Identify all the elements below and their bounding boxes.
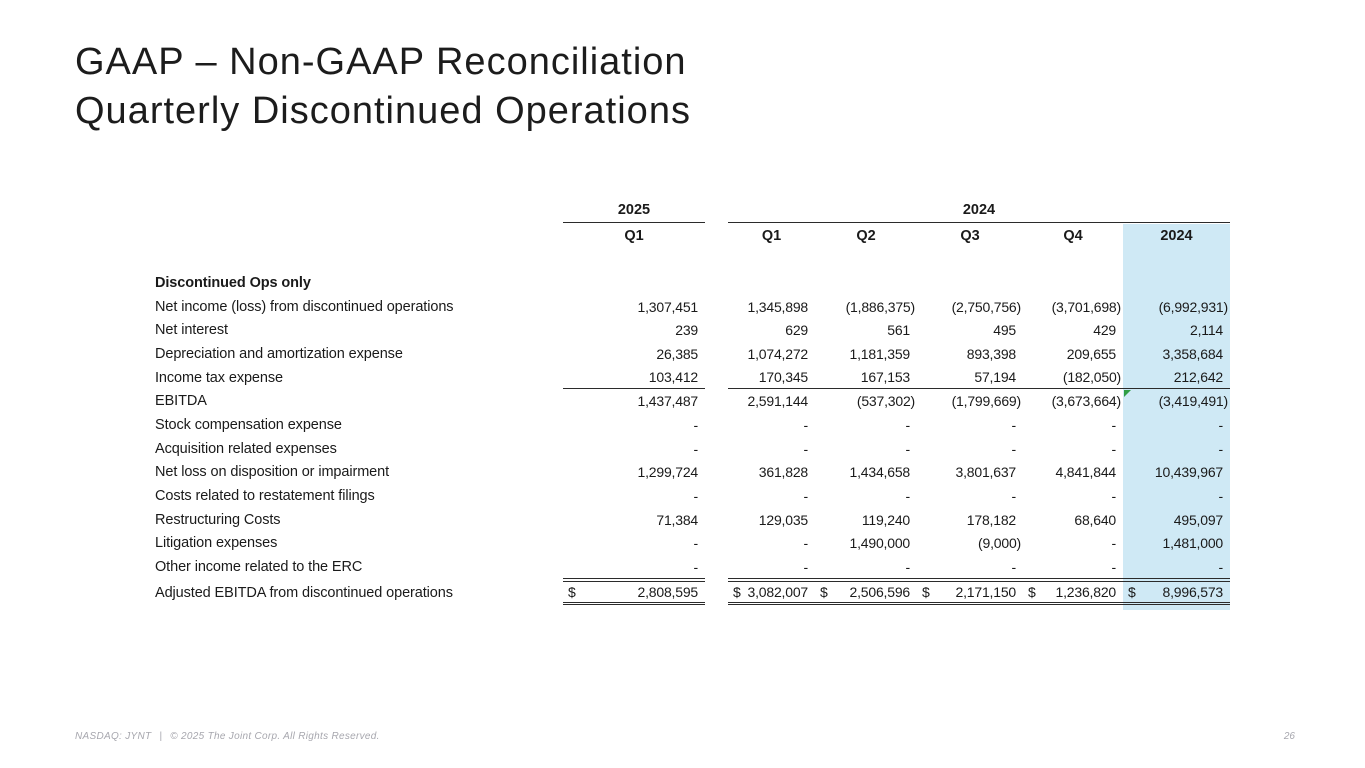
table-row <box>155 295 1230 319</box>
table-row <box>155 413 1230 437</box>
cell-value <box>1023 271 1123 295</box>
row-label: Restructuring Costs <box>155 511 281 528</box>
cell-value: (3,419,491) <box>1123 389 1230 413</box>
page-number: 26 <box>1283 731 1295 742</box>
year-group-2024: 2024 <box>728 198 1230 223</box>
cell-value: 1,181,359 <box>849 345 910 362</box>
year-group-header-row <box>155 198 1230 223</box>
cell-value: 1,437,487 <box>637 393 698 410</box>
reconciliation-table <box>155 198 1230 605</box>
cell-value: 57,194 <box>917 366 1023 390</box>
cell-value <box>917 581 1023 605</box>
cell-value: - <box>1111 416 1116 433</box>
row-label: Costs related to restatement filings <box>155 488 375 505</box>
cell-value <box>1123 271 1230 295</box>
cell-number: 1,236,820 <box>1055 583 1116 600</box>
table-row <box>155 366 1230 390</box>
cell-value <box>815 271 917 295</box>
footer-ticker: NASDAQ: JYNT <box>75 731 152 742</box>
cell-value <box>563 581 705 605</box>
cell-value <box>1123 581 1230 605</box>
footer-rights: © 2025 The Joint Corp. All Rights Reserved. <box>170 731 380 742</box>
table-row <box>155 581 1230 605</box>
cell-value: 893,398 <box>966 345 1016 362</box>
cell-value: 1,434,658 <box>849 464 910 481</box>
table-row <box>155 532 1230 556</box>
cell-value: - <box>1111 488 1116 505</box>
cell-value <box>1023 581 1123 605</box>
cell-value: 495 <box>993 322 1016 339</box>
cell-value: 170,345 <box>728 366 815 390</box>
cell-value <box>563 271 705 295</box>
cell-value <box>728 271 815 295</box>
cell-value: - <box>693 440 698 457</box>
cell-value: 2,114 <box>1190 322 1223 339</box>
footer-divider: | <box>159 731 163 742</box>
row-label: Litigation expenses <box>155 535 278 552</box>
cell-value: 2,591,144 <box>747 393 808 410</box>
title-line-1: GAAP – Non-GAAP Reconciliation <box>75 41 687 83</box>
cell-number: 3,082,007 <box>747 583 808 600</box>
cell-value: 1,345,898 <box>747 298 808 315</box>
cell-value: - <box>803 488 808 505</box>
currency-symbol: $ <box>568 583 576 600</box>
table-row <box>155 461 1230 485</box>
currency-symbol: $ <box>922 583 930 600</box>
table-row <box>155 437 1230 461</box>
cell-value: - <box>905 416 910 433</box>
table-spacer <box>155 249 1230 271</box>
cell-value: - <box>693 535 698 552</box>
cell-value: 629 <box>785 322 808 339</box>
title-line-2: Quarterly Discontinued Operations <box>75 90 691 132</box>
cell-value: - <box>1111 440 1116 457</box>
table-row <box>155 318 1230 342</box>
cell-value: 429 <box>1093 322 1116 339</box>
currency-symbol: $ <box>1128 583 1136 600</box>
cell-value <box>917 271 1023 295</box>
cell-value: 178,182 <box>966 511 1016 528</box>
cell-number: 2,506,596 <box>849 583 910 600</box>
column-header: Q4 <box>1063 228 1083 244</box>
cell-value: - <box>693 416 698 433</box>
cell-value: 10,439,967 <box>1154 464 1223 481</box>
cell-value: - <box>815 555 917 579</box>
cell-number: 2,171,150 <box>955 583 1016 600</box>
cell-value: (537,302) <box>856 393 915 410</box>
page-title <box>75 38 691 136</box>
column-header-2024-total: 2024 <box>1160 228 1193 244</box>
cell-value: 129,035 <box>758 511 808 528</box>
table-row <box>155 342 1230 366</box>
column-header: Q3 <box>960 228 980 244</box>
cell-value: 103,412 <box>563 366 705 390</box>
table-row <box>155 508 1230 532</box>
table-row <box>155 271 1230 295</box>
cell-value: 167,153 <box>815 366 917 390</box>
currency-symbol: $ <box>820 583 828 600</box>
year-group-2025: 2025 <box>563 198 705 223</box>
cell-value: - <box>1011 416 1016 433</box>
cell-value: - <box>1218 416 1223 433</box>
cell-value: 3,801,637 <box>955 464 1016 481</box>
cell-value: (1,886,375) <box>845 298 915 315</box>
cell-value: 1,481,000 <box>1162 535 1223 552</box>
row-label: Discontinued Ops only <box>155 274 311 291</box>
row-label: Net loss on disposition or impairment <box>155 464 390 481</box>
cell-value: - <box>803 416 808 433</box>
column-header: Q2 <box>856 228 876 244</box>
column-header: Q1 <box>761 228 782 244</box>
currency-symbol: $ <box>1028 583 1036 600</box>
cell-value: - <box>1023 555 1123 579</box>
cell-value: (3,701,698) <box>1051 298 1121 315</box>
quarter-header-row <box>155 223 1230 249</box>
cell-value: (182,050) <box>1023 366 1123 390</box>
cell-value: - <box>1218 488 1223 505</box>
cell-value: 561 <box>887 322 910 339</box>
cell-value: (1,799,669) <box>951 393 1021 410</box>
cell-value: - <box>1011 488 1016 505</box>
row-label: Adjusted EBITDA from discontinued operations <box>155 584 453 601</box>
cell-value: - <box>905 440 910 457</box>
cell-value: - <box>1123 555 1230 579</box>
row-label: Other income related to the ERC <box>155 559 363 576</box>
cell-value: - <box>1011 440 1016 457</box>
cell-value: 71,384 <box>656 511 698 528</box>
table-row <box>155 555 1230 579</box>
cell-value: - <box>728 555 815 579</box>
row-label: Stock compensation expense <box>155 416 342 433</box>
cell-value <box>728 581 815 605</box>
cell-value: - <box>905 488 910 505</box>
cell-value: 1,299,724 <box>637 464 698 481</box>
row-label: Net interest <box>155 322 228 339</box>
cell-value: (3,673,664) <box>1051 393 1121 410</box>
cell-value: - <box>803 535 808 552</box>
row-label: Depreciation and amortization expense <box>155 345 403 362</box>
cell-value: (6,992,931) <box>1158 298 1228 315</box>
cell-value: - <box>917 555 1023 579</box>
cell-value: - <box>1111 535 1116 552</box>
cell-value: 1,490,000 <box>849 535 910 552</box>
cell-value: 68,640 <box>1074 511 1116 528</box>
table-row <box>155 389 1230 413</box>
cell-value: 119,240 <box>861 511 910 528</box>
cell-value: 209,655 <box>1066 345 1116 362</box>
footer <box>75 731 380 742</box>
cell-value: - <box>563 555 705 579</box>
currency-symbol: $ <box>733 583 741 600</box>
cell-value: 26,385 <box>656 345 698 362</box>
cell-value: 361,828 <box>758 464 808 481</box>
cell-value: 212,642 <box>1123 366 1230 390</box>
cell-number: 2,808,595 <box>637 583 698 600</box>
cell-value: 495,097 <box>1173 511 1223 528</box>
cell-value: - <box>803 440 808 457</box>
row-label: EBITDA <box>155 393 207 410</box>
table-body <box>155 271 1230 605</box>
cell-value <box>815 581 917 605</box>
table-row <box>155 484 1230 508</box>
cell-value: 3,358,684 <box>1162 345 1223 362</box>
row-label: Acquisition related expenses <box>155 440 337 457</box>
cell-value: 1,074,272 <box>747 345 808 362</box>
cell-value: - <box>693 488 698 505</box>
cell-value: (9,000) <box>978 535 1021 552</box>
cell-value: 1,307,451 <box>637 298 698 315</box>
row-label: Net income (loss) from discontinued operations <box>155 298 454 315</box>
cell-number: 8,996,573 <box>1162 583 1223 600</box>
cell-value: 239 <box>675 322 698 339</box>
row-label: Income tax expense <box>155 369 283 386</box>
column-header: Q1 <box>624 228 644 244</box>
cell-value: - <box>1218 440 1223 457</box>
cell-value: (2,750,756) <box>951 298 1021 315</box>
cell-value: 4,841,844 <box>1055 464 1116 481</box>
